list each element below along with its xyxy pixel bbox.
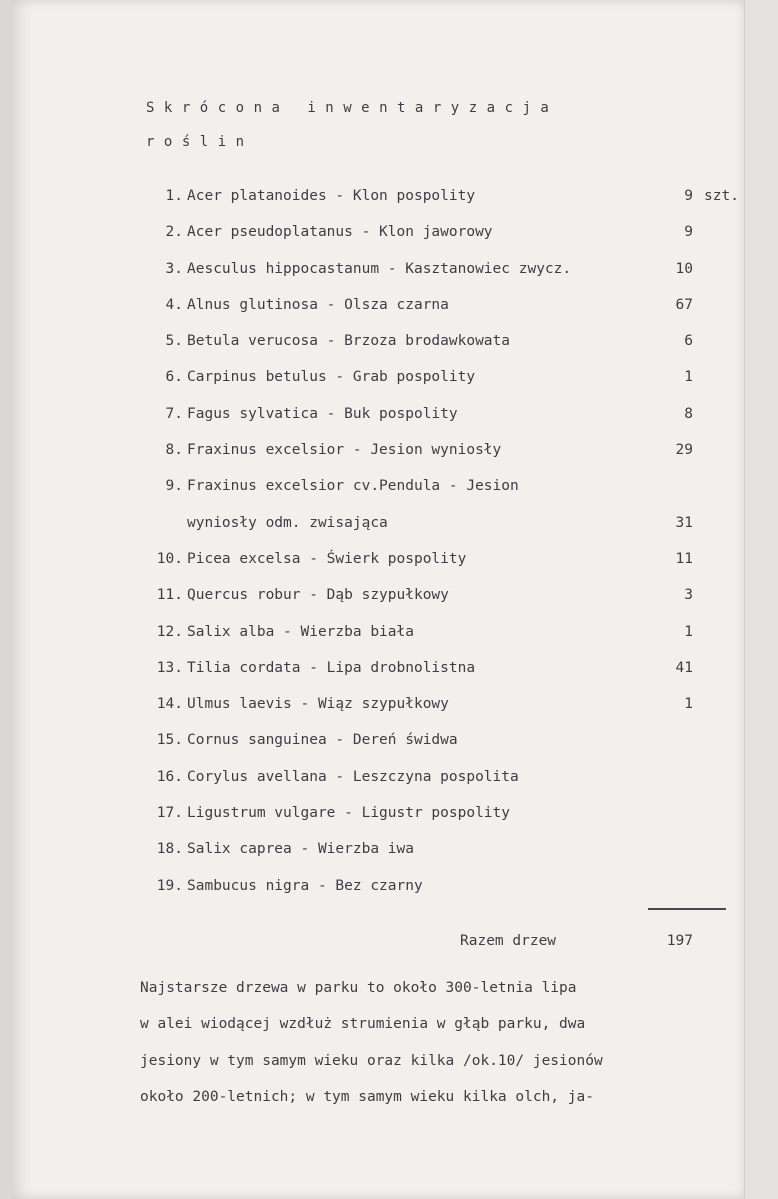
plant-number: 8. [165,442,183,459]
plant-count: 9 [684,224,693,241]
plant-list-item [0,696,778,732]
plant-name: Fraxinus excelsior cv.Pendula - Jesion [187,478,519,495]
total-rule [648,908,726,910]
plant-list-item [0,224,778,260]
plant-name: Betula verucosa - Brzoza brodawkowata [187,333,511,350]
plant-count: 11 [675,550,693,567]
description-paragraph [140,980,730,1125]
plant-name: Tilia cordata - Lipa drobnolistna [187,659,476,676]
plant-list-item [0,841,778,877]
plant-number: 11. [156,587,183,604]
plant-name: Ulmus laevis - Wiąz szypułkowy [187,696,449,713]
plant-number: 5. [165,333,183,350]
plant-list-item [0,515,778,551]
plant-number: 6. [165,369,183,386]
plant-number: 14. [156,696,183,713]
paragraph-line: w alei wiodącej wzdłuż strumienia w głąb parku, dwa [140,1016,586,1033]
plant-list-item [0,188,778,224]
plant-list-item [0,333,778,369]
plant-count: 3 [684,587,693,604]
plant-count: 31 [675,514,693,531]
plant-count: 29 [675,442,693,459]
plant-number: 4. [165,296,183,313]
plant-list-item [0,551,778,587]
plant-number: 17. [156,805,183,822]
total-value: 197 [666,933,693,949]
plant-number: 1. [165,188,183,204]
plant-number: 7. [165,405,183,422]
plant-list-item [0,478,778,514]
paragraph-line: jesiony w tym samym wieku oraz kilka /ok.10/ jesionów [140,1052,603,1069]
plant-count: 67 [675,296,693,313]
plant-unit: szt. [704,188,739,204]
document-heading-line1: Skrócona inwentaryzacja [146,100,559,116]
plant-name: Quercus robur - Dąb szypułkowy [187,587,449,604]
plant-name: Picea excelsa - Świerk pospolity [187,550,467,567]
plant-list-item [0,261,778,297]
paragraph-line: Najstarsze drzewa w parku to około 300-letnia lipa [140,980,577,996]
plant-list-item [0,660,778,696]
plant-name: Fraxinus excelsior - Jesion wyniosły [187,442,502,459]
plant-list-item [0,442,778,478]
plant-number: 19. [156,877,183,894]
plant-name: Alnus glutinosa - Olsza czarna [187,296,449,313]
plant-number: 12. [156,623,183,640]
plant-count: 10 [675,260,693,277]
plant-number: 13. [156,659,183,676]
plant-list-item [0,369,778,405]
plant-list-item [0,805,778,841]
plant-number: 15. [156,732,183,749]
plant-name: Acer platanoides - Klon pospolity [187,188,476,204]
plant-list-item [0,406,778,442]
plant-name: Ligustrum vulgare - Ligustr pospolity [187,805,511,822]
plant-count: 1 [684,623,693,640]
plant-name: Carpinus betulus - Grab pospolity [187,369,476,386]
plant-list-item [0,587,778,623]
plant-count: 6 [684,333,693,350]
plant-number: 2. [165,224,183,241]
plant-name: Fagus sylvatica - Buk pospolity [187,405,458,422]
plant-name: Salix alba - Wierzba biała [187,623,414,640]
plant-name: Aesculus hippocastanum - Kasztanowiec zwycz. [187,260,572,277]
plant-count: 9 [684,188,693,204]
plant-name: Acer pseudoplatanus - Klon jaworowy [187,224,493,241]
plant-list [0,188,778,914]
plant-count: 41 [675,659,693,676]
plant-list-item [0,769,778,805]
plant-number: 18. [156,841,183,858]
plant-name: Sambucus nigra - Bez czarny [187,877,423,894]
total-label: Razem drzew [460,933,557,949]
plant-list-item [0,732,778,768]
plant-name: Corylus avellana - Leszczyna pospolita [187,768,519,785]
plant-name: Cornus sanguinea - Dereń świdwa [187,732,458,749]
plant-count: 8 [684,405,693,422]
plant-number: 3. [165,260,183,277]
plant-name: Salix caprea - Wierzba iwa [187,841,414,858]
plant-number: 16. [156,768,183,785]
document-heading-line2: roślin [146,134,254,150]
plant-count: 1 [684,369,693,386]
plant-count: 1 [684,696,693,713]
paragraph-line: około 200-letnich; w tym samym wieku kilka olch, ja- [140,1088,594,1105]
plant-name: wyniosły odm. zwisająca [187,514,388,531]
plant-number: 10. [156,550,183,567]
plant-list-item [0,297,778,333]
plant-list-item [0,624,778,660]
plant-number: 9. [165,478,183,495]
